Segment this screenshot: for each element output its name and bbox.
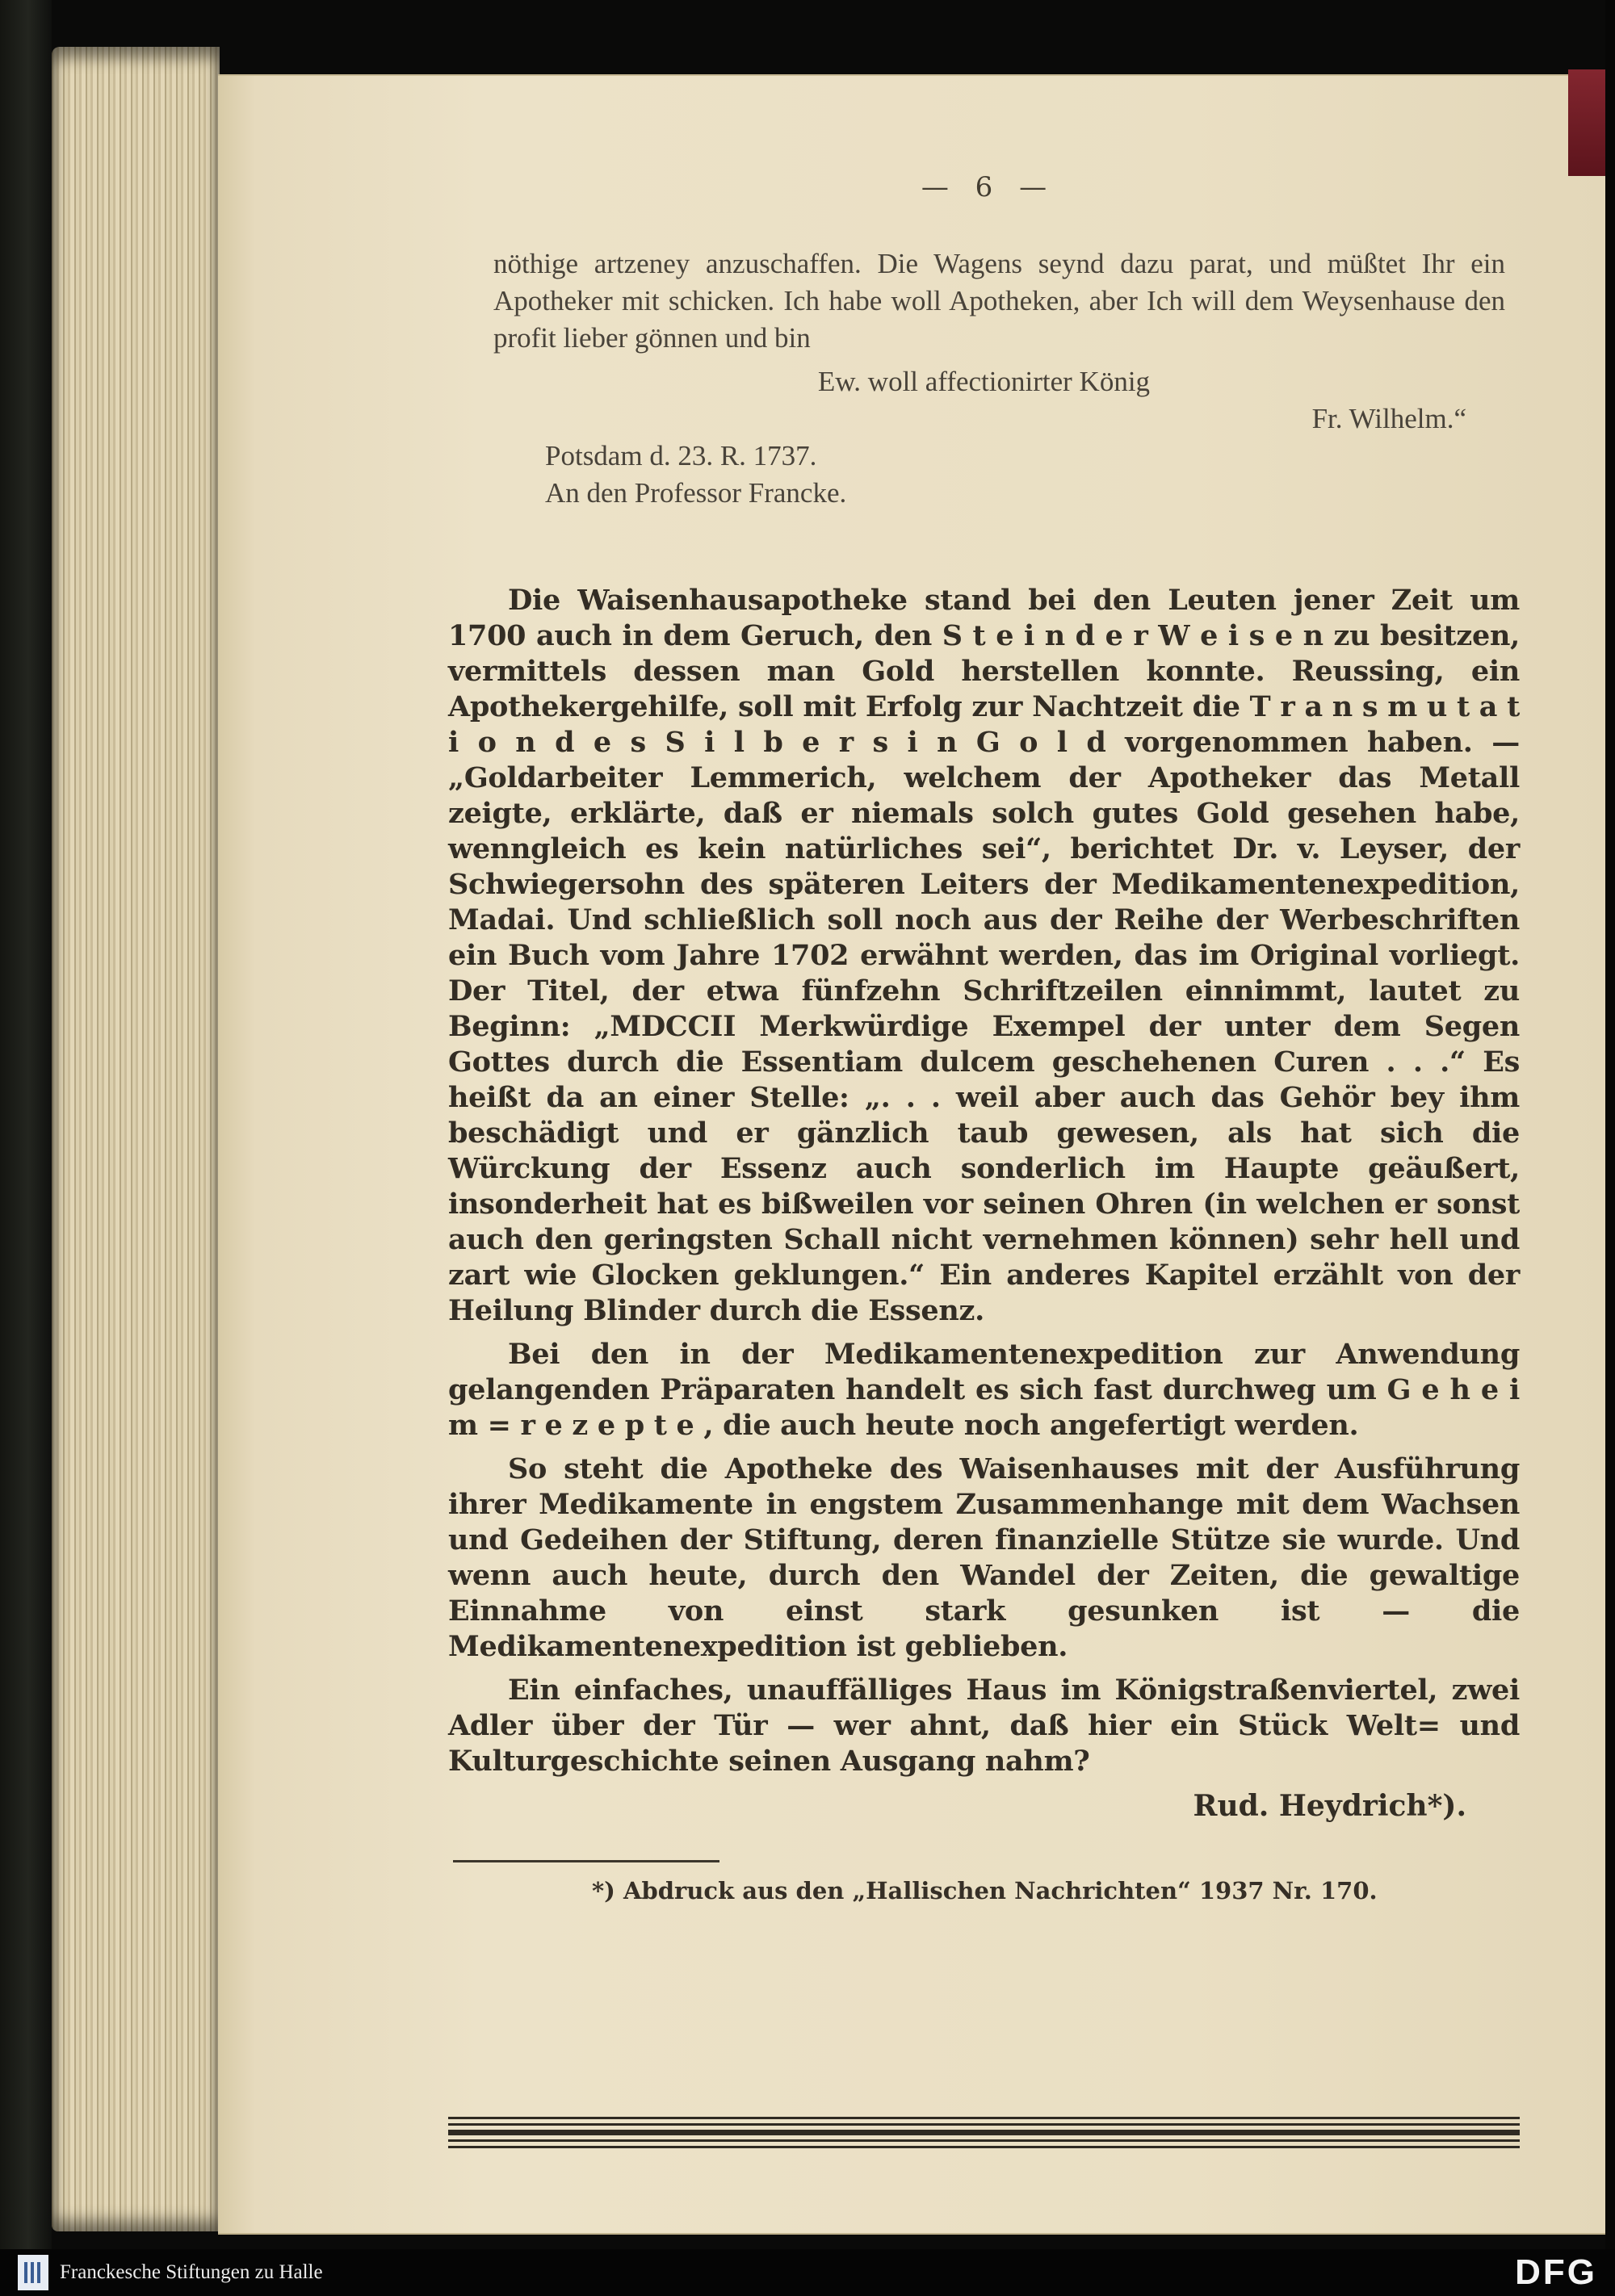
body-paragraph: Bei den in der Medikamentenexpedition zur Anwendung gelangenden Präparaten handelt es sich fast durchweg um G e h e i m = r e z e p t e , die auch heute noch angefertigt werden.	[448, 1338, 1520, 1442]
letter-paragraph: nöthige artzeney anzuschaffen. Die Wagens seynd dazu parat, und müßtet Ihr ein Apotheker mit schicken. Ich habe woll Apotheken, aber Ich will dem Weysenhause den profit lieber gönnen und bin	[493, 248, 1505, 354]
ornament-rule	[448, 2130, 1520, 2135]
text-block	[448, 76, 1520, 1904]
ornament-rule	[448, 2117, 1520, 2119]
letter-addressee: An den Professor Francke.	[545, 477, 847, 509]
author-signature: Rud. Heydrich*).	[1193, 1789, 1466, 1823]
franckesche-stiftungen-logo	[18, 2255, 48, 2290]
right-gutter	[1605, 0, 1615, 2296]
page-stack-edges	[52, 47, 220, 2231]
body-paragraph: So steht die Apotheke des Waisenhauses mit der Ausführung ihrer Medikamente in engstem Zusammenhange mit dem Wachsen und Gedeihen der Stiftung, deren finanzielle Stütze sie wurde. Und wenn auch heute, durch den Wandel der Zeiten, die gewaltige Einnahme von einst stark gesunken ist — die Medikamentenexpedition ist geblieben.	[448, 1452, 1520, 1663]
library-name: Franckesche Stiftungen zu Halle	[60, 2261, 323, 2283]
page-number: — 6 —	[921, 171, 1047, 203]
dfg-logo: DFG	[1515, 2252, 1597, 2292]
viewer-footer	[0, 2249, 1615, 2296]
letter-signature: Fr. Wilhelm.“	[1311, 403, 1466, 434]
ornament-rule	[448, 2146, 1520, 2148]
body-paragraph: Die Waisenhausapotheke stand bei den Leuten jener Zeit um 1700 auch in dem Geruch, den S t e i n d e r W e i s e n zu besitzen, vermittels dessen man Gold herstellen konnte. Reussing, ein Apothekergehilfe, soll mit Erfolg zur Nachtzeit die T r a n s m u t a t i o n d e s S i l b e r s i n G o l d vorgenommen haben. — „Goldarbeiter Lemmerich, welchem der Apotheker das Metall zeigte, erklärte, daß er niemals solch gutes Gold gesehen habe, wenngleich es kein natürliches sei“, berichtet Dr. v. Leyser, der Schwiegersohn des späteren Leiters der Medikamentenexpedition, Madai. Und schließlich soll noch aus der Reihe der Werbeschriften ein Buch vom Jahre 1702 erwähnt werden, das im Original vorliegt. Der Titel, der etwa fünfzehn Schriftzeilen einnimmt, lautet zu Beginn: „MDCCII Merkwürdige Exempel der unter dem Segen Gottes durch die Essentiam dulcem geschehenen Curen . . .“ Es heißt da an einer Stelle: „. . . weil aber auch das Gehör bey ihm beschädigt und er gänzlich taub gewesen, als hat sich die Würckung der Essenz auch sonderlich im Haupte geäußert, insonderheit hat es bißweilen vor seinen Ohren (in welchen er sonst auch den geringsten Schall nicht vernehmen können) sehr hell und zart wie Glocken geklungen.“ Ein anderes Kapitel erzählt von der Heilung Blinder durch die Essenz.	[448, 584, 1520, 1327]
footnote: *) Abdruck aus den „Hallischen Nachrichten“ 1937 Nr. 170.	[592, 1877, 1378, 1904]
letter-place-date: Potsdam d. 23. R. 1737.	[545, 440, 817, 471]
ornament-rule	[448, 2139, 1520, 2142]
body-paragraph: Ein einfaches, unauffälliges Haus im Königstraßenviertel, zwei Adler über der Tür — wer ahnt, daß hier ein Stück Welt= und Kulturgeschichte seinen Ausgang nahm?	[448, 1674, 1520, 1778]
book-cover-edge	[0, 0, 52, 2296]
footnote-separator	[453, 1860, 719, 1862]
ornament-rule	[448, 2123, 1520, 2126]
letter-closing: Ew. woll affectionirter König	[817, 366, 1151, 397]
scanned-page	[218, 74, 1605, 2235]
footer-library-block	[18, 2255, 323, 2290]
end-ornament-rules	[448, 2117, 1520, 2152]
